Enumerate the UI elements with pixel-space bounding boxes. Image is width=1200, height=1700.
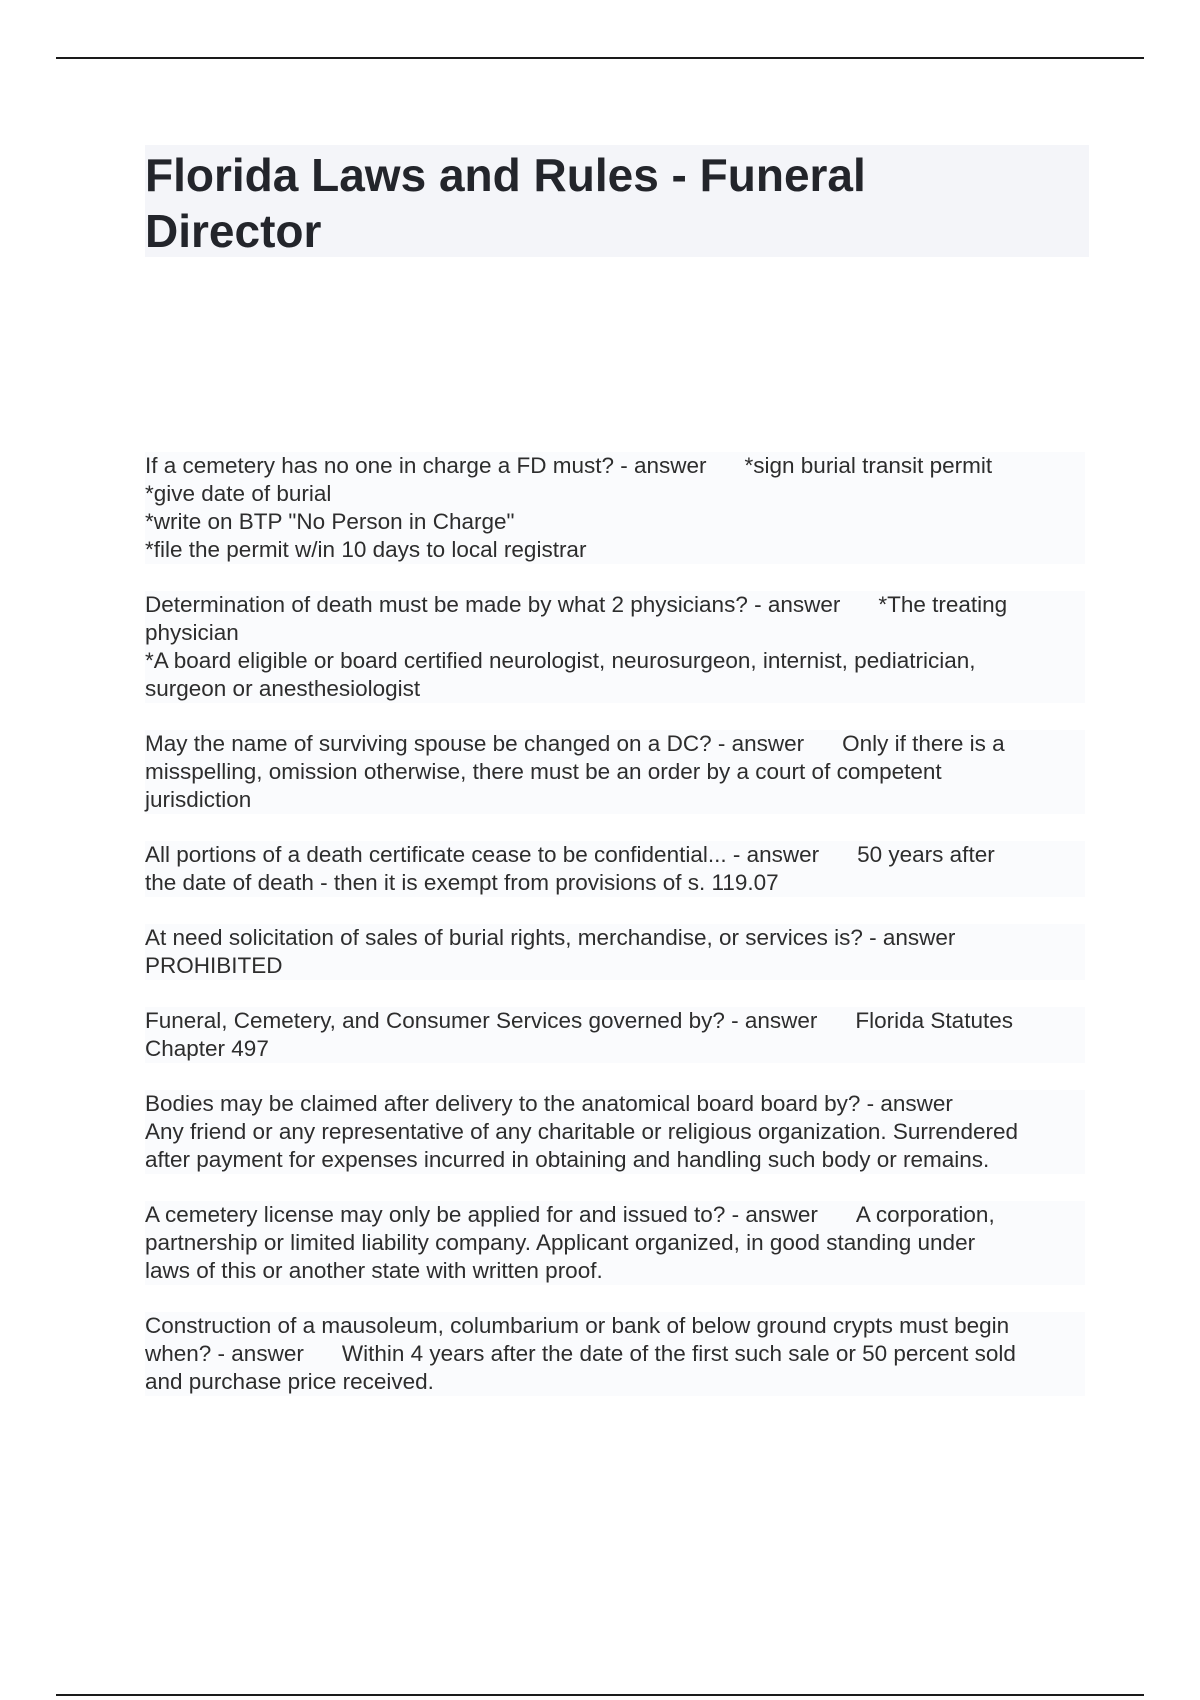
title-block — [145, 145, 1089, 257]
qa-line — [145, 480, 1085, 508]
qa-line — [145, 619, 1085, 647]
qa-line — [145, 841, 1085, 869]
qa-list — [145, 452, 1085, 1423]
top-rule — [56, 57, 1144, 59]
qa-line — [145, 730, 1085, 758]
page-title-line-1: Florida Laws and Rules - Funeral — [145, 149, 866, 201]
qa-line — [145, 1090, 1085, 1118]
qa-line — [145, 1201, 1085, 1229]
qa-text: *A board eligible or board certified neurologist, neurosurgeon, internist, pediatrician, — [145, 648, 976, 673]
qa-item — [145, 591, 1085, 703]
qa-text: the date of death - then it is exempt from provisions of s. 119.07 — [145, 870, 779, 895]
qa-text: PROHIBITED — [145, 953, 283, 978]
qa-item — [145, 1201, 1085, 1285]
qa-item — [145, 924, 1085, 980]
qa-text: If a cemetery has no one in charge a FD must? - answer — [145, 453, 707, 478]
qa-text: A corporation, — [855, 1202, 995, 1227]
qa-item — [145, 452, 1085, 564]
qa-line — [145, 1118, 1085, 1146]
qa-line — [145, 1229, 1085, 1257]
qa-text: partnership or limited liability company. Applicant organized, in good standing under — [145, 1230, 976, 1255]
qa-line — [145, 1312, 1085, 1340]
qa-text: Bodies may be claimed after delivery to the anatomical board board by? - answer — [145, 1091, 953, 1116]
qa-line — [145, 1007, 1085, 1035]
qa-text: Florida Statutes — [855, 1008, 1013, 1033]
qa-text: laws of this or another state with written proof. — [145, 1258, 603, 1283]
qa-text: jurisdiction — [145, 787, 252, 812]
qa-line — [145, 952, 1085, 980]
qa-text: Construction of a mausoleum, columbarium or bank of below ground crypts must begin — [145, 1313, 1010, 1338]
qa-text: physician — [145, 620, 239, 645]
qa-line — [145, 536, 1085, 564]
qa-item — [145, 1090, 1085, 1174]
qa-line — [145, 758, 1085, 786]
qa-item — [145, 1312, 1085, 1396]
qa-text: *write on BTP "No Person in Charge" — [145, 509, 515, 534]
qa-text: Within 4 years after the date of the first such sale or 50 percent sold — [341, 1341, 1016, 1366]
qa-text: *give date of burial — [145, 481, 332, 506]
qa-item — [145, 730, 1085, 814]
qa-text: At need solicitation of sales of burial rights, merchandise, or services is? - answer — [145, 925, 956, 950]
qa-text: surgeon or anesthesiologist — [145, 676, 421, 701]
qa-line — [145, 1035, 1085, 1063]
qa-line — [145, 1340, 1085, 1368]
qa-text: Chapter 497 — [145, 1036, 269, 1061]
qa-text: misspelling, omission otherwise, there must be an order by a court of competent — [145, 759, 942, 784]
qa-text: *The treating — [878, 592, 1008, 617]
qa-text: All portions of a death certificate cease to be confidential... - answer — [145, 842, 820, 867]
page-title — [145, 147, 945, 259]
qa-line — [145, 452, 1085, 480]
qa-text: Any friend or any representative of any charitable or religious organization. Surrendered — [145, 1119, 1018, 1144]
qa-line — [145, 1368, 1085, 1396]
qa-line — [145, 869, 1085, 897]
qa-text: 50 years after — [857, 842, 995, 867]
qa-item — [145, 1007, 1085, 1063]
qa-line — [145, 1146, 1085, 1174]
qa-text: Determination of death must be made by what 2 physicians? - answer — [145, 592, 841, 617]
qa-line — [145, 786, 1085, 814]
qa-line — [145, 508, 1085, 536]
qa-line — [145, 647, 1085, 675]
qa-text: when? - answer — [145, 1341, 304, 1366]
qa-text: Funeral, Cemetery, and Consumer Services governed by? - answer — [145, 1008, 818, 1033]
qa-line — [145, 924, 1085, 952]
qa-text: Only if there is a — [842, 731, 1005, 756]
bottom-rule — [56, 1694, 1144, 1696]
qa-text: May the name of surviving spouse be changed on a DC? - answer — [145, 731, 805, 756]
qa-text: *file the permit w/in 10 days to local registrar — [145, 537, 587, 562]
qa-text: *sign burial transit permit — [744, 453, 993, 478]
qa-text: and purchase price received. — [145, 1369, 434, 1394]
qa-line — [145, 591, 1085, 619]
qa-text: A cemetery license may only be applied for and issued to? - answer — [145, 1202, 818, 1227]
page-title-line-2: Director — [145, 205, 322, 257]
qa-line — [145, 1257, 1085, 1285]
qa-text: after payment for expenses incurred in obtaining and handling such body or remains. — [145, 1147, 990, 1172]
qa-line — [145, 675, 1085, 703]
qa-item — [145, 841, 1085, 897]
